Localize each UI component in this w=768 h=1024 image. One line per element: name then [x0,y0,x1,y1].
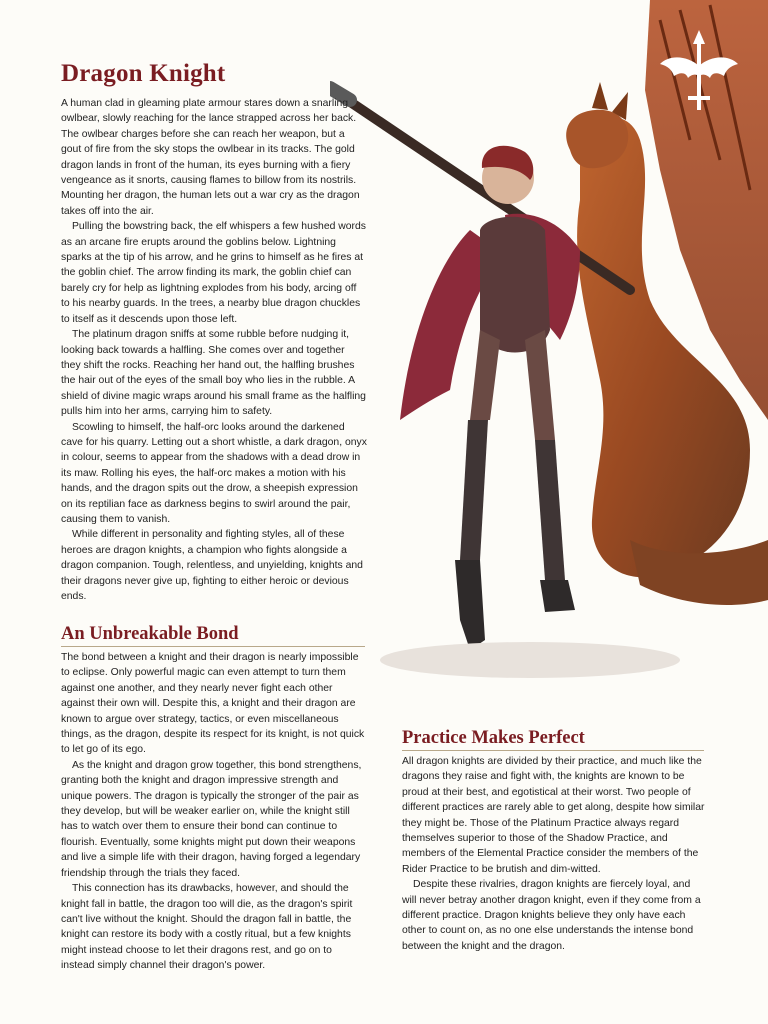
practice-text [402,754,706,954]
intro-text [61,96,367,604]
trident-wing-emblem-icon [658,26,740,112]
intro-paragraph-1: A human clad in gleaming plate armour stares down a snarling owlbear, slowly reaching for the lance strapped across her back. The owlbear charges before she can reach her weapon, but a gout of fire from the sky stops the owlbear in its tracks. The gold dragon lands in front of the human, its eyes burning with a fiery vengeance as it snorts, causing flames to billow from its nostrils. Mounting her dragon, the human lets out a war cry as the dragon takes off into the air. [61,98,360,217]
bond-paragraph-3: This connection has its drawbacks, however, and should the knight fall in battle, the dragon too will die, as the dragon's spirit can't live without the knight. Should the dragon fall in battle, the knight can restore its body with a costly ritual, but a few knights might instead choose to let their dragons rest, and go on to instead simply channel their dragon's power. [61,883,353,972]
practice-paragraph-2: Despite these rivalries, dragon knights are fiercely loyal, and will never betray another dragon knight, even if they come from a different practice. Dragon knights believe they only have each other to count on, as no one else understands the intense bond between the knight and the dragon. [402,879,701,952]
intro-paragraph-2: Pulling the bowstring back, the elf whispers a few hushed words as an arcane fire erupts around the goblins below. Lightning sparks at the tip of his arrow, and he grins to himself as he fires at the goblin chief. The arrow finding its mark, the goblin chief can barely cry for help as lightning explodes from his body, arcing off to his nearby guards. In the trees, a nearby blue dragon chuckles to itself as it descends upon those left. [61,221,366,325]
bond-heading: An Unbreakable Bond [61,624,365,647]
bond-text [61,650,367,974]
intro-paragraph-4: Scowling to himself, the half-orc looks around the darkened cave for his quarry. Letting out a short whistle, a dark dragon, onyx in colour, seems to appear from the shadows with a dead drow in its maw. Rolling his eyes, the half-orc makes a motion with his hands, and the dragon spits out the drow, a sheepish expression on its reptilian face as darkness begins to swirl around the pair, causing them to vanish. [61,421,367,525]
page-title: Dragon Knight [61,60,226,87]
practice-paragraph-1: All dragon knights are divided by their practice, and much like the dragons they raise and fight with, the knights are known to be proud at their best, and egotistical at their worst. Two people of different practices are rarely able to get along, despite how similar they might be. Those of the Platinum Practice always regard themselves superior to those of the Shadow Practice, and members of the Elemental Practice consider the members of the Rider Practice to be brutish and dim-witted. [402,756,705,875]
bond-paragraph-1: The bond between a knight and their dragon is nearly impossible to eclipse. Only powerful magic can even attempt to turn them against one another, and they nearly never fight each other against their own will. Despite this, a knight and their dragon are known to argue over strategy, tactics, or even miscellaneous things, as the dragon, despite its respect for its knight, is not quick to let go of its ego. [61,652,365,756]
bond-paragraph-2: As the knight and dragon grow together, this bond strengthens, granting both the knight and dragon impressive strength and unique powers. The dragon is typically the stronger of the pair as they develop, but will be weaker earlier on, while the knight still has to watch over them to ensure their bond can continue to flourish. Eventually, some knights might put down their weapons and live a simple life with their dragon, having forged a legendary friendship through the trials they faced. [61,759,362,879]
practice-heading: Practice Makes Perfect [402,728,704,751]
intro-paragraph-3: The platinum dragon sniffs at some rubble before nudging it, looking back towards a halfling. She comes over and together they shift the rocks. Reaching her hand out, the halfling brushes the hair out of the eyes of the small boy who lies in the rubble. A shield of divine magic wraps around his small frame as the halfling pulls him into her arms, carrying him to safety. [61,329,366,418]
intro-paragraph-5: While different in personality and fighting styles, all of these heroes are dragon knights, a champion who fights alongside a dragon companion. Tough, relentless, and unyielding, knights and their dragons never give up, fighting to either heroic or devious ends. [61,529,363,602]
